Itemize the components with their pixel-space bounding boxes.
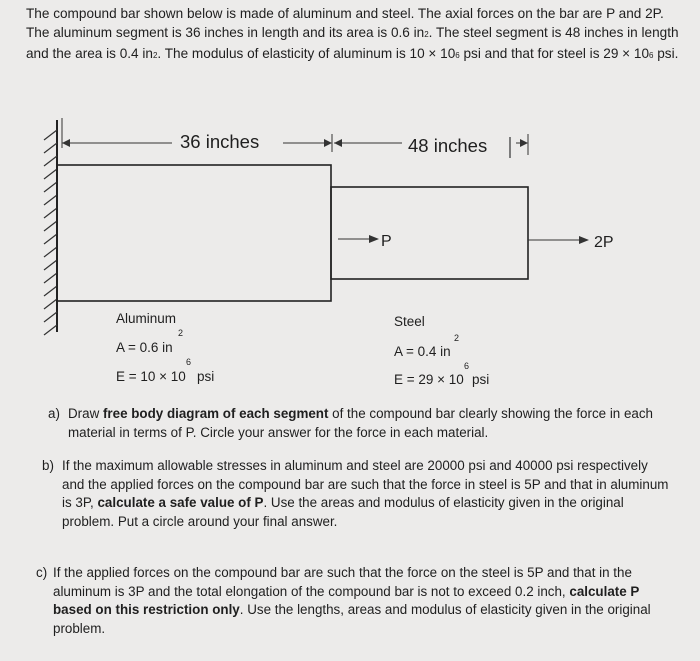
question-a-part1: Draw — [68, 406, 103, 421]
question-c-part2: . Use the lengths, areas and modulus of elasticity given in the original problem. — [53, 602, 651, 636]
intro-text-5: psi. — [653, 46, 679, 61]
steel-name: Steel — [394, 314, 425, 329]
intro-sub-4: 6 — [649, 51, 654, 60]
aluminum-modulus-unit: psi — [197, 369, 215, 384]
dim-arrow-mid-left — [324, 139, 332, 147]
force-2p-label: 2P — [594, 234, 614, 251]
steel-modulus: E = 29 × 10 — [394, 372, 464, 387]
aluminum-area: A = 0.6 in — [116, 340, 173, 355]
steel-modulus-unit: psi — [472, 372, 490, 387]
intro-sub-3: 6 — [455, 51, 460, 60]
aluminum-segment — [57, 165, 331, 301]
alu-length-label: 36 inches — [180, 131, 260, 152]
intro-sub-1: 2 — [424, 30, 429, 39]
question-c — [36, 564, 676, 638]
question-a-marker: a) — [48, 406, 60, 421]
question-a-bold: free body diagram of each segment — [102, 406, 329, 421]
aluminum-modulus-exponent: 6 — [186, 357, 192, 367]
dim-arrow-right — [520, 139, 528, 147]
question-a — [48, 405, 663, 442]
question-b-part2: . Use the areas and modulus of elasticity given in the original problem. Put a circle around your final answer. — [62, 495, 624, 529]
question-b — [42, 457, 672, 531]
steel-area: A = 0.4 in — [394, 344, 451, 359]
question-c-marker: c) — [36, 565, 48, 580]
steel-area-exponent: 2 — [454, 333, 460, 343]
aluminum-area-exponent: 2 — [178, 328, 184, 338]
steel-length-label: 48 inches — [408, 135, 488, 156]
question-c-text — [36, 564, 676, 638]
question-b-bold: calculate a safe value of P — [97, 495, 264, 510]
steel-modulus-exponent: 6 — [464, 361, 470, 371]
intro-sub-2: 2 — [152, 51, 158, 60]
aluminum-name: Aluminum — [116, 311, 177, 326]
force-p-label: P — [381, 233, 392, 250]
wall-hatching — [44, 130, 57, 335]
aluminum-modulus: E = 10 × 10 — [116, 369, 186, 384]
intro-text-2: . The steel segment is 48 inches in length and the area is 0.4 in — [26, 25, 679, 61]
steel-segment — [331, 187, 528, 279]
question-c-part1: If the applied forces on the compound bar are such that the force on the steel is 5P and that in the aluminum is 3P and the total elongation of the compound bar is not to exceed 0.2 inch, — [53, 565, 632, 599]
question-b-part1: If the maximum allowable stresses in aluminum and steel are 20000 psi and 40000 psi respectively and the applied forces on the compound bar are such that the force in steel is 5P and that in aluminum is 3P, — [62, 458, 669, 510]
dim-arrow-left — [62, 139, 70, 147]
question-a-part2: of the compound bar clearly showing the force in each material in terms of P. Circle your answer for the force in each material. — [68, 406, 653, 440]
question-b-text — [42, 457, 672, 531]
question-c-bold: calculate P based on this restriction only — [53, 583, 640, 617]
force-p-arrowhead — [369, 235, 379, 243]
force-2p-arrowhead — [579, 236, 589, 244]
intro-text-1: The compound bar shown below is made of aluminum and steel. The axial forces on the bar are P and 2P. The aluminum segment is 36 inches in length and its area is 0.6 in — [26, 6, 664, 40]
question-b-marker: b) — [42, 458, 54, 473]
intro-text-4: psi and that for steel is 29 × 10 — [459, 46, 650, 61]
question-a-text — [48, 405, 663, 442]
intro-text-3: . The modulus of elasticity of aluminum is 10 × 10 — [157, 46, 456, 61]
